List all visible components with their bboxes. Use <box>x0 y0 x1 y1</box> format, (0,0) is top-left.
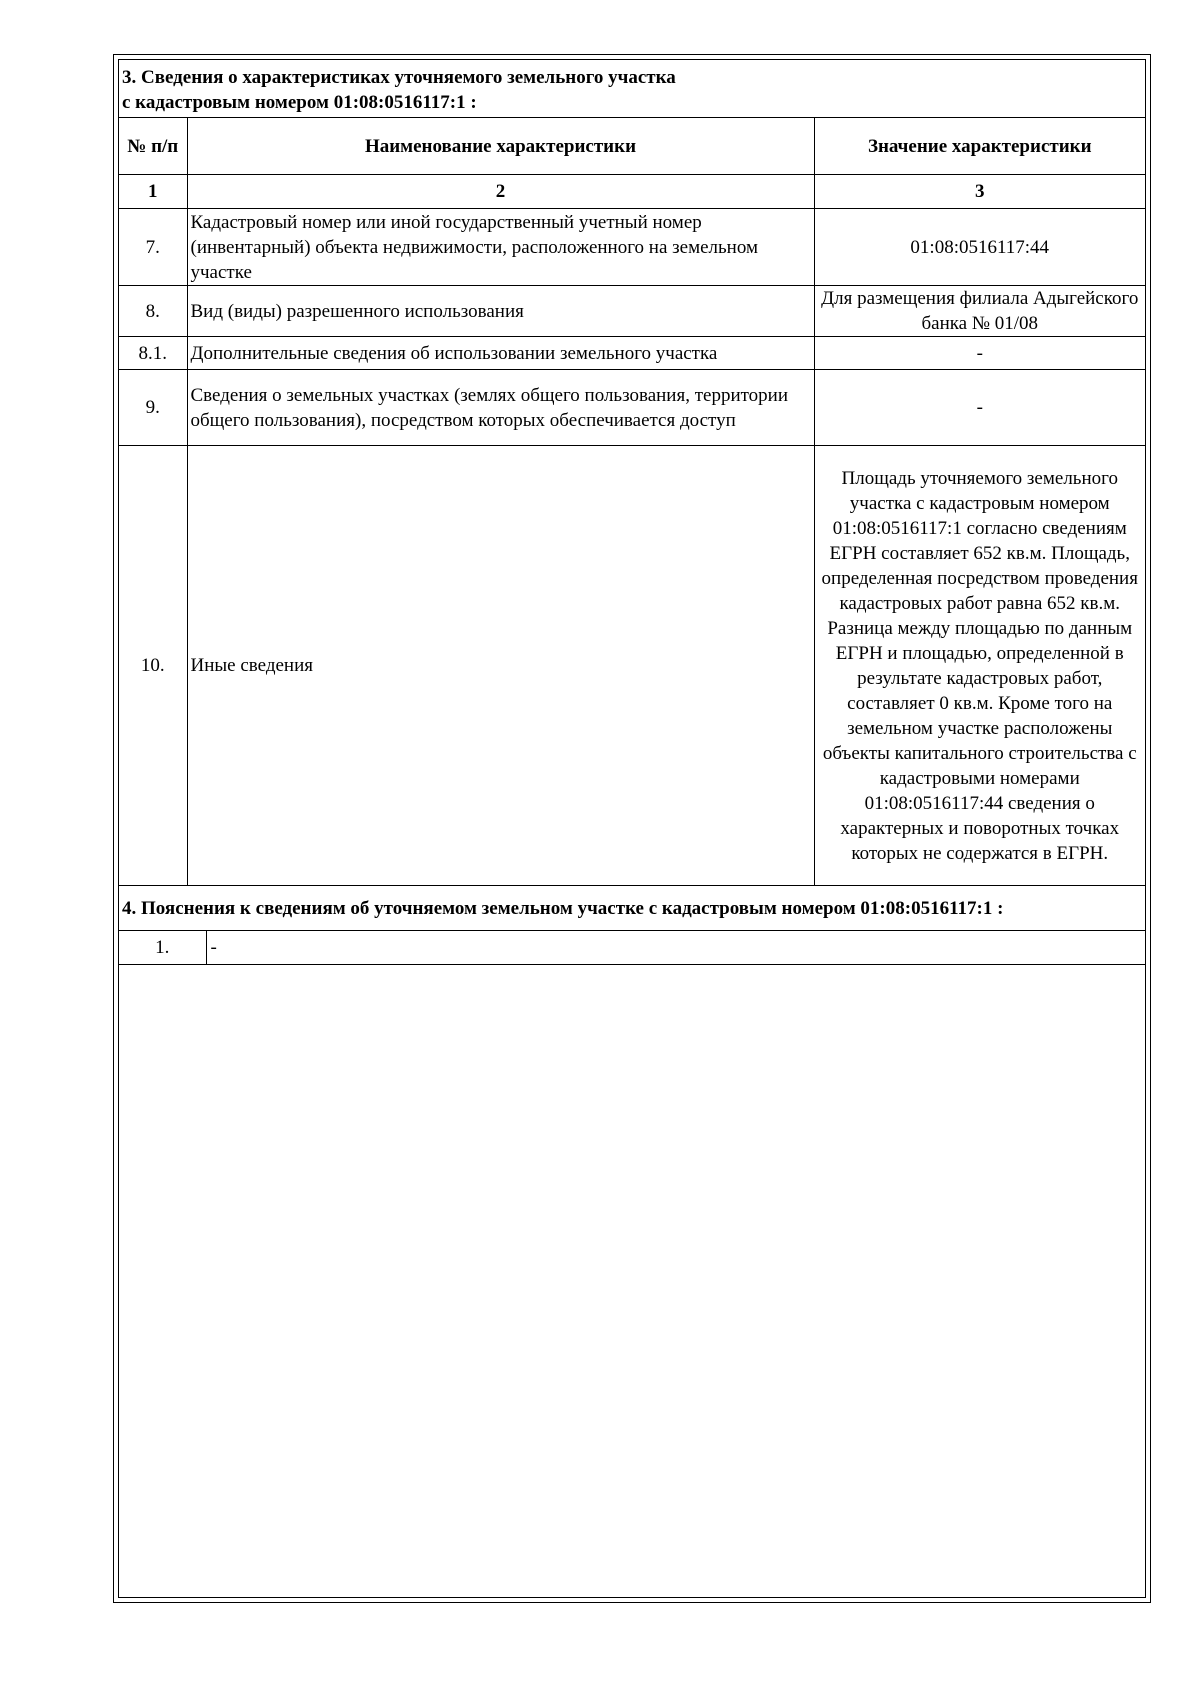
page-frame <box>113 54 1151 1603</box>
table-row <box>119 931 1145 965</box>
page-inner-frame <box>118 59 1146 1598</box>
row-value: - <box>814 370 1145 446</box>
header-row <box>119 118 1145 175</box>
row-value: Для размещения филиала Адыгейского банка № 01/08 <box>814 286 1145 337</box>
section3-title-line2: с кадастровым номером 01:08:0516117:1 : <box>122 92 477 113</box>
section4-table <box>119 931 1145 965</box>
index-col1: 1 <box>119 175 187 209</box>
row-name: Сведения о земельных участках (землях общего пользования, территории общего пользования), посредством которых обеспечивается доступ <box>187 370 814 446</box>
row-value: - <box>814 337 1145 370</box>
table-row <box>119 209 1145 286</box>
row-value: 01:08:0516117:44 <box>814 209 1145 286</box>
row-num: 8. <box>119 286 187 337</box>
section4-row-num: 1. <box>119 931 206 965</box>
index-col3: 3 <box>814 175 1145 209</box>
header-name: Наименование характеристики <box>187 118 814 175</box>
header-num: № п/п <box>119 118 187 175</box>
section3-title-line1: 3. Сведения о характеристиках уточняемого земельного участка <box>122 67 676 88</box>
row-num: 9. <box>119 370 187 446</box>
header-value: Значение характеристики <box>814 118 1145 175</box>
row-num: 8.1. <box>119 337 187 370</box>
index-row <box>119 175 1145 209</box>
row-name: Вид (виды) разрешенного использования <box>187 286 814 337</box>
row-name: Иные сведения <box>187 446 814 886</box>
section4-row-text: - <box>206 931 1145 965</box>
section3-title <box>119 60 1145 118</box>
row-name: Дополнительные сведения об использовании земельного участка <box>187 337 814 370</box>
table-row <box>119 337 1145 370</box>
row-num: 10. <box>119 446 187 886</box>
table-row <box>119 370 1145 446</box>
row-name: Кадастровый номер или иной государственный учетный номер (инвентарный) объекта недвижимости, расположенного на земельном участке <box>187 209 814 286</box>
row-num: 7. <box>119 209 187 286</box>
row-value: Площадь уточняемого земельного участка с кадастровым номером 01:08:0516117:1 согласно сведениям ЕГРН составляет 652 кв.м. Площадь, определенная посредством проведения кадастровых работ равна 652 кв.м. Разница между площадью по данным ЕГРН и площадью, определенной в результате кадастровых работ, составляет 0 кв.м. Кроме того на земельном участке расположены объекты капитального строительства с кадастровыми номерами 01:08:0516117:44 сведения о характерных и поворотных точках которых не содержатся в ЕГРН. <box>814 446 1145 886</box>
index-col2: 2 <box>187 175 814 209</box>
section4-title: 4. Пояснения к сведениям об уточняемом земельном участке с кадастровым номером 01:08:0516117:1 : <box>119 886 1145 931</box>
table-row <box>119 446 1145 886</box>
section4-title-row <box>119 886 1145 931</box>
section3-table <box>119 60 1145 931</box>
section3-title-row <box>119 60 1145 118</box>
table-row <box>119 286 1145 337</box>
